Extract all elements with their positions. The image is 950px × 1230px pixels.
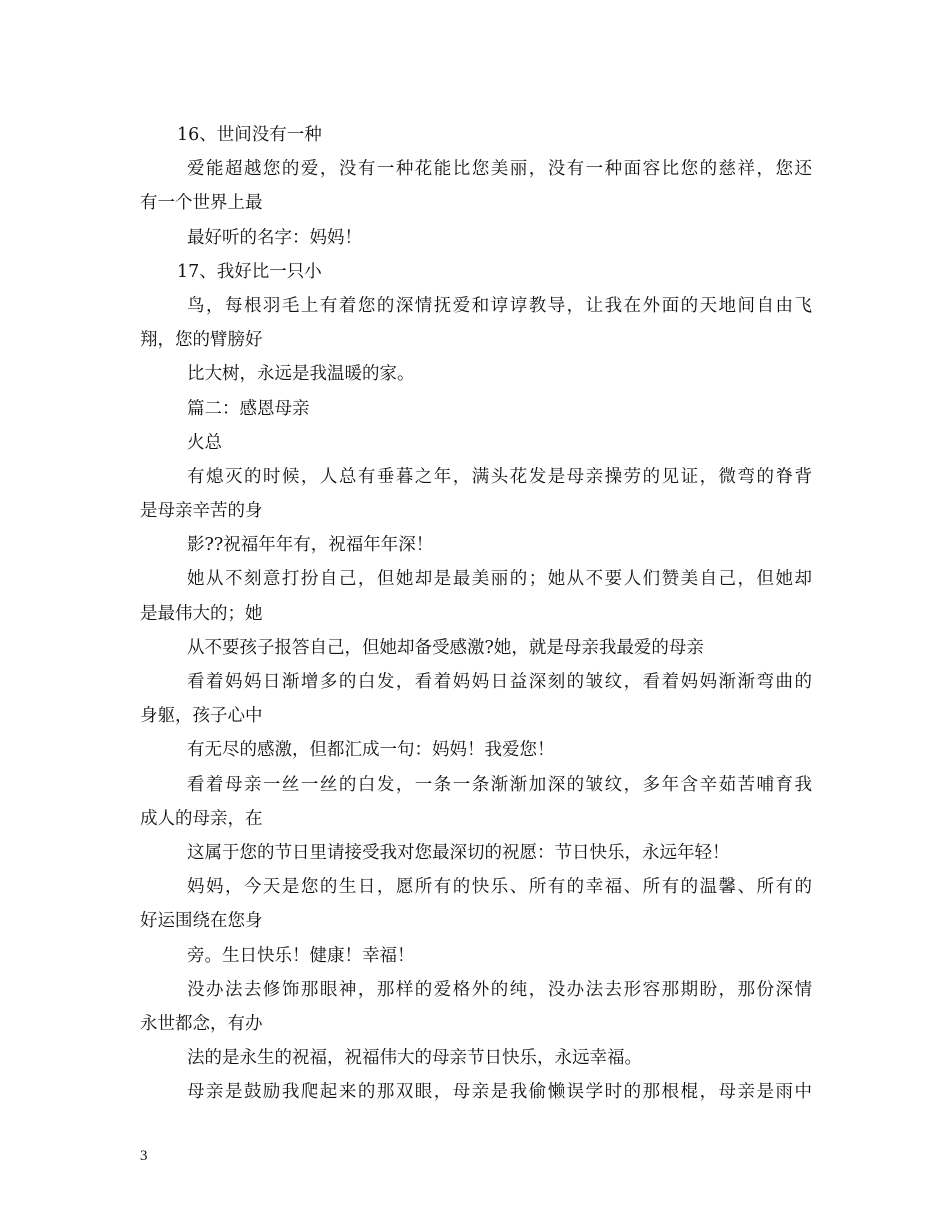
text-line: 好运围绕在您身 <box>140 911 263 932</box>
text-line: 这属于您的节日里请接受我对您最深切的祝愿：节日快乐，永远年轻！ <box>187 842 730 863</box>
page-number: 3 <box>140 1148 148 1164</box>
text-line: 翔，您的臂膀好 <box>140 330 263 351</box>
text-line: 永世都念，有办 <box>140 1013 263 1034</box>
text-line: 法的是永生的祝福，祝福伟大的母亲节日快乐，永远幸福。 <box>187 1048 642 1069</box>
text-line: 是最伟大的；她 <box>140 603 263 624</box>
text-line: 母亲是鼓励我爬起来的那双眼，母亲是我偷懒误学时的那根棍，母亲是雨中 <box>187 1082 812 1103</box>
text-line: 她从不刻意打扮自己，但她却是最美丽的；她从不要人们赞美自己，但她却 <box>187 569 812 590</box>
text-line: 爱能超越您的爱，没有一种花能比您美丽，没有一种面容比您的慈祥，您还 <box>187 159 812 180</box>
text-line: 看着母亲一丝一丝的白发，一条一条渐渐加深的皱纹，多年含辛茹苦哺育我 <box>187 774 812 795</box>
text-line: 没办法去修饰那眼神，那样的爱格外的纯，没办法去形容那期盼，那份深情 <box>187 979 812 1000</box>
text-line: 鸟，每根羽毛上有着您的深情抚爱和谆谆教导，让我在外面的天地间自由飞 <box>187 295 812 316</box>
text-line: 身躯，孩子心中 <box>140 706 263 727</box>
text-line: 旁。生日快乐！健康！幸福！ <box>187 945 415 966</box>
text-line: 是母亲辛苦的身 <box>140 501 263 522</box>
text-line: 火总 <box>187 432 222 453</box>
text-line: 17、我好比一只小 <box>177 261 322 282</box>
text-line: 有一个世界上最 <box>140 193 263 214</box>
text-line: 篇二：感恩母亲 <box>187 398 310 419</box>
text-line: 16、世间没有一种 <box>177 125 322 145</box>
text-line: 从不要孩子报答自己，但她却备受感激?她，就是母亲我最爱的母亲 <box>187 637 704 658</box>
text-line: 影??祝福年年有，祝福年年深！ <box>187 535 434 556</box>
text-line: 最好听的名字：妈妈！ <box>187 227 362 248</box>
document-body <box>140 118 812 1109</box>
text-line: 有无尽的感激，但都汇成一句：妈妈！我爱您！ <box>187 740 555 761</box>
text-line: 有熄灭的时候，人总有垂暮之年，满头花发是母亲操劳的见证，微弯的脊背 <box>187 466 812 487</box>
text-line: 妈妈，今天是您的生日，愿所有的快乐、所有的幸福、所有的温馨、所有的 <box>187 877 812 898</box>
text-line: 看着妈妈日渐增多的白发，看着妈妈日益深刻的皱纹，看着妈妈渐渐弯曲的 <box>187 672 812 692</box>
text-line: 成人的母亲，在 <box>140 808 263 829</box>
text-line: 比大树，永远是我温暖的家。 <box>187 364 415 385</box>
